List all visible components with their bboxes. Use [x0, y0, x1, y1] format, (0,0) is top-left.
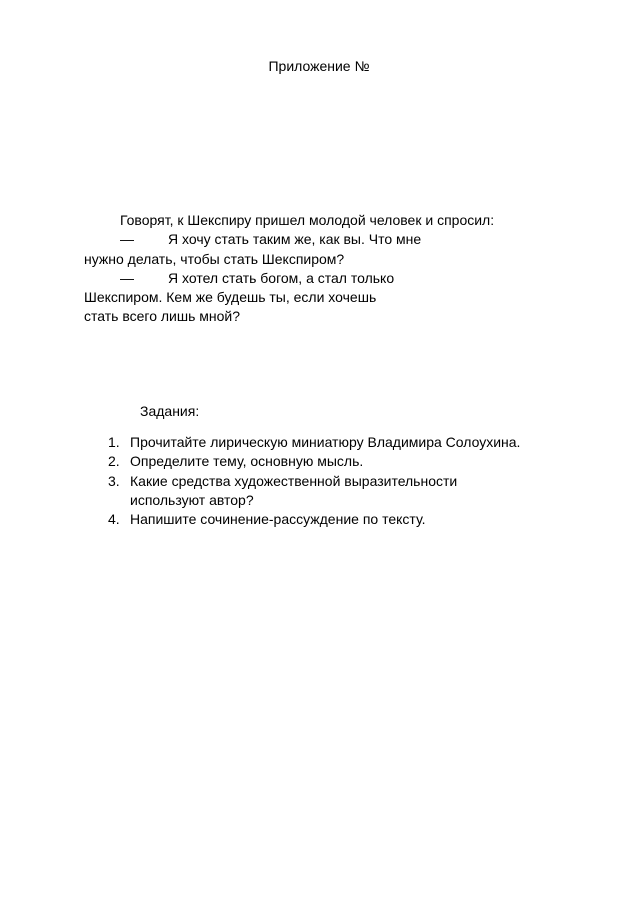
list-item-number: 1.	[108, 434, 120, 450]
story-line	[84, 269, 544, 288]
list-item-number: 2.	[108, 453, 120, 470]
list-item-number: 3.	[108, 472, 120, 489]
appendix-title: Приложение №	[268, 58, 370, 74]
list-item	[108, 452, 558, 471]
list-item-number: 4.	[108, 511, 120, 528]
list-item-text: Напишите сочинение-рассуждение по тексту.	[130, 511, 426, 528]
story-text	[84, 211, 544, 327]
story-line: стать всего лишь мной?	[84, 308, 241, 325]
story-line: Шекспиром. Кем же будешь ты, если хочешь	[84, 289, 377, 306]
story-line-text: Я хотел стать богом, а стал только	[168, 269, 395, 286]
list-item-text: Определите тему, основную мысль.	[130, 453, 364, 470]
list-item-text: Какие средства художественной выразительности используют автор?	[130, 472, 458, 508]
list-item-text: Прочитайте лирическую миниатюру Владимира Солоухина.	[130, 434, 521, 450]
story-line: Говорят, к Шекспиру пришел молодой человек и спросил:	[120, 212, 495, 228]
list-item	[108, 433, 558, 452]
story-line	[84, 230, 544, 249]
tasks-list	[108, 433, 558, 529]
list-item	[108, 510, 558, 529]
tasks-heading: Задания:	[140, 403, 200, 419]
dash: —	[120, 269, 134, 286]
list-item	[108, 472, 500, 511]
story-line-text: Я хочу стать таким же, как вы. Что мне	[168, 231, 422, 248]
story-line: нужно делать, чтобы стать Шекспиром?	[84, 250, 345, 267]
dash: —	[120, 231, 134, 248]
